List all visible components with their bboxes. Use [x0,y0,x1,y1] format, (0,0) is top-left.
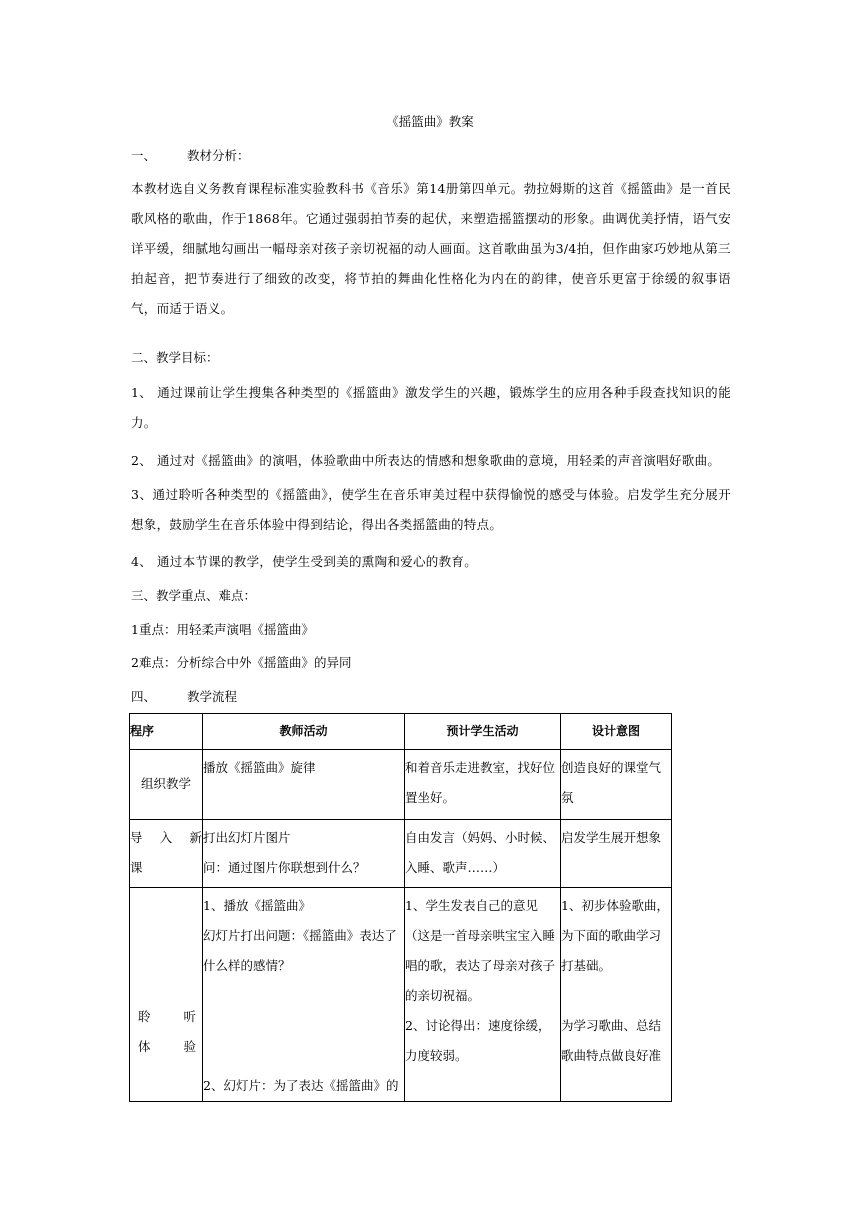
teacher-activity: 2、幻灯片：为了表达《摇篮曲》的 [203,1078,399,1093]
goal-number: 2、 [131,453,153,468]
table-cell [561,888,672,1102]
table-cell [561,820,672,888]
step-char: 入 [159,830,173,845]
table-row [130,888,672,1102]
design-intent: 创造良好的课堂气氛 [561,760,662,805]
section-number: 一、 [131,148,157,163]
column-header: 设计意图 [561,714,672,750]
goal-number: 1、 [131,385,153,400]
goal-text: 通过课前让学生搜集各种类型的《摇篮曲》激发学生的兴趣，锻炼学生的应用各种手段查找知识的能力。 [131,385,731,430]
column-header: 教师活动 [203,714,405,750]
section-heading-keypoints: 三、教学重点、难点： [131,588,257,603]
design-intent: 启发学生展开想象 [561,830,662,845]
step-label: 组织教学 [140,776,191,791]
teacher-activity: 幻灯片打出问题：《摇篮曲》表达了什么样的感情？ [203,928,397,973]
table-cell [203,750,405,820]
difficult-point: 2难点：分析综合中外《摇篮曲》的异同 [131,655,352,670]
table-cell [130,750,203,820]
section-label: 教材分析： [187,148,250,163]
column-header: 预计学生活动 [405,714,561,750]
teacher-activity: 1、播放《摇篮曲》 [203,898,311,913]
table-cell [130,820,203,888]
goal-number: 4、 [131,554,153,569]
step-char: 导 [130,830,143,845]
step-char: 验 [183,1039,196,1054]
step-label [130,823,202,853]
teaching-flow-table [129,713,672,1102]
step-char: 体 [138,1039,151,1054]
key-point: 1重点：用轻柔声演唱《摇篮曲》 [131,622,314,637]
table-header-row [130,714,672,750]
student-activity: 1、学生发表自己的意见（这是一首母亲哄宝宝入睡唱的歌，表达了母亲对孩子的亲切祝福。 [405,898,556,1003]
section-label: 教学流程 [187,689,238,704]
step-char: 听 [183,1009,196,1024]
document-title: 《摇篮曲》教案 [386,114,474,129]
step-char: 聆 [138,1009,151,1024]
table-cell [130,888,203,1102]
table-cell [405,750,561,820]
column-header: 程序 [130,714,203,750]
student-activity: 2、讨论得出：速度徐缓，力度较弱。 [405,1018,551,1063]
step-label [130,1002,202,1032]
section-heading-goals: 二、教学目标： [131,350,219,365]
step-char: 课 [130,860,143,875]
student-activity: 自由发言（妈妈、小时候、入睡、歌声……） [405,830,556,875]
goal-item-4 [131,547,731,577]
teacher-activity: 问：通过图片你联想到什么？ [203,860,366,875]
goal-item-3: 3、通过聆听各种类型的《摇篮曲》，使学生在音乐审美过程中获得愉悦的感受与体验。启发学生充分展开想象，鼓励学生在音乐体验中得到结论，得出各类摇篮曲的特点。 [131,487,731,532]
table-cell [405,888,561,1102]
goal-item-1 [131,378,731,438]
goal-text: 通过对《摇篮曲》的演唱，体验歌曲中所表达的情感和想象歌曲的意境，用轻柔的声音演唱好歌曲。 [157,453,721,468]
table-row [130,820,672,888]
goal-item-2 [131,446,731,476]
teacher-activity: 播放《摇篮曲》旋律 [203,760,316,775]
teacher-activity: 打出幻灯片图片 [203,830,291,845]
table-cell [561,750,672,820]
goal-text: 通过本节课的教学，使学生受到美的熏陶和爱心的教育。 [157,554,478,569]
analysis-paragraph: 本教材选自义务教育课程标准实验教科书《音乐》第14册第四单元。勃拉姆斯的这首《摇篮曲》是一首民歌风格的歌曲，作于1868年。它通过强弱拍节奏的起伏，来塑造摇篮摆动的形象。曲调优美抒情，语气安详平缓，细腻地勾画出一幅母亲对孩子亲切祝福的动人画面。这首歌曲虽为3/4拍，但作曲家巧妙地从第三拍起音，把节奏进行了细致的改变，将节拍的舞曲化性格化为内在的韵律，使音乐更富于徐缓的叙事语气，而适于语义。 [131,181,731,316]
section-heading-analysis [131,147,731,165]
design-intent: 为学习歌曲、总结歌曲特点做良好准 [561,1018,662,1063]
step-char: 新 [189,830,202,845]
step-label [130,1032,202,1062]
table-row [130,750,672,820]
table-cell [203,820,405,888]
section-number: 四、 [131,689,157,704]
section-heading-flow [131,688,731,706]
table-cell [405,820,561,888]
table-cell [203,888,405,1102]
design-intent: 1、初步体验歌曲，为下面的歌曲学习打基础。 [561,898,669,973]
student-activity: 和着音乐走进教室，找好位置坐好。 [405,760,556,805]
